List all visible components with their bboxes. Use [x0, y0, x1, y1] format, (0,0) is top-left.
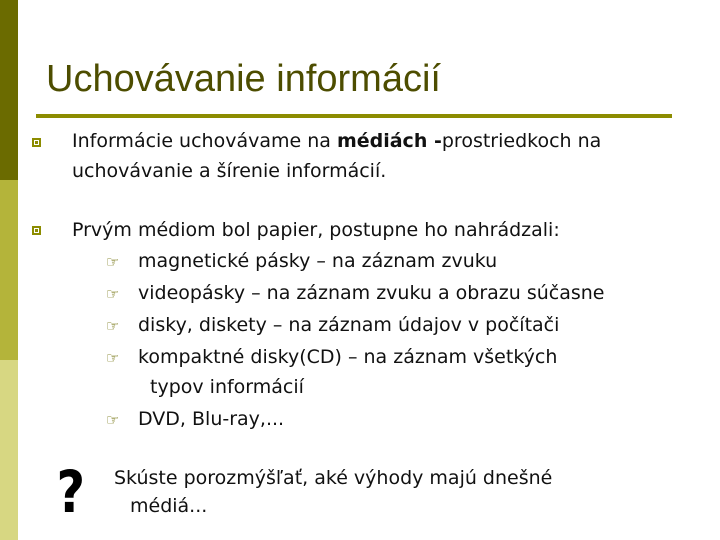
closing-line2: médiá...: [130, 495, 208, 517]
sub-item-text: disky, diskety – na záznam údajov v počítači: [138, 314, 560, 336]
question-mark-icon: ?: [56, 458, 86, 526]
pointing-hand-icon: ☞: [106, 411, 120, 429]
closing-question: [114, 464, 552, 520]
pointing-hand-icon: ☞: [106, 253, 120, 271]
bullet2-intro: Prvým médiom bol papier, postupne ho nahrádzali:: [72, 219, 560, 241]
closing-line1: Skúste porozmýšľať, aké výhody majú dnešné: [114, 467, 553, 489]
title-underline: [36, 114, 672, 118]
bullet1-line1: [72, 126, 601, 156]
side-bar-middle: [0, 180, 18, 360]
sub-list-item: [106, 310, 559, 341]
slide-title: Uchovávanie informácií: [46, 58, 441, 100]
bullet1-text-bold: médiách -: [336, 130, 442, 152]
bullet1-text-pre: Informácie uchovávame na: [72, 130, 337, 152]
square-bullet-icon: [32, 226, 41, 235]
sub-item-continuation: typov informácií: [150, 376, 304, 398]
side-bar-top: [0, 0, 18, 180]
bullet1-text-post: prostriedkoch na: [441, 130, 602, 152]
sub-list-item: [106, 246, 497, 277]
sub-list-item: [106, 278, 605, 309]
bullet1-line2: uchovávanie a šírenie informácií.: [72, 160, 387, 182]
pointing-hand-icon: ☞: [106, 317, 120, 335]
sub-list-item: [106, 404, 284, 435]
sub-item-text: magnetické pásky – na záznam zvuku: [138, 250, 498, 272]
side-bar-bottom: [0, 360, 18, 540]
square-bullet-icon: [32, 138, 41, 147]
sub-item-text: kompaktné disky(CD) – na záznam všetkých: [138, 346, 558, 368]
sub-item-text: DVD, Blu-ray,...: [138, 408, 285, 430]
pointing-hand-icon: ☞: [106, 349, 120, 367]
pointing-hand-icon: ☞: [106, 285, 120, 303]
sub-list-item: [106, 342, 557, 373]
sub-item-text: videopásky – na záznam zvuku a obrazu súčasne: [138, 282, 605, 304]
